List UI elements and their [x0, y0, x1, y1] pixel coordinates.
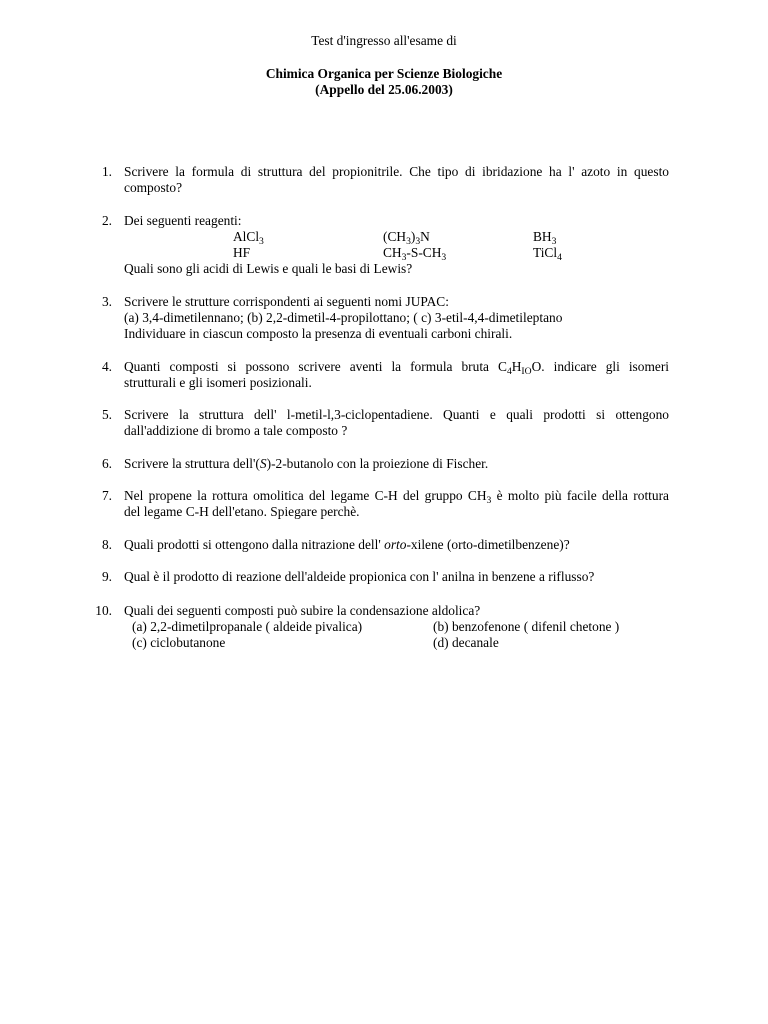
question-number: 3.: [101, 294, 112, 309]
question-text: del legame C-H dell'etano. Spiegare perchè.: [124, 504, 360, 519]
question-number: 1.: [101, 164, 112, 179]
option-d: (d) decanale: [433, 635, 499, 650]
question-number: 8.: [101, 537, 112, 552]
question-text: composto?: [124, 180, 183, 195]
reagent-bh3: $BH_3$: [533, 229, 557, 247]
question-text: Scrivere la formula di struttura del propionitrile. Che tipo di ibridazione ha l' azoto in questo: [124, 164, 669, 179]
question-number: 5.: [101, 407, 112, 422]
question-text: (a) 3,4-dimetilennano; (b) 2,2-dimetil-4-propilottano; ( c) 3-etil-4,4-dimetileptano: [124, 310, 563, 325]
option-c: (c) ciclobutanone: [132, 635, 226, 650]
question-number: 6.: [101, 456, 112, 471]
question-text: dall'addizione di bromo a tale composto ?: [124, 423, 348, 438]
question-text: Quanti composti si possono scrivere aventi la formula bruta $C_4H_{IO}O$. indicare gli isomeri: [124, 359, 670, 377]
reagent-ticl4: TiCl$_4$: [533, 245, 562, 263]
question-text: Nel propene la rottura omolitica del legame C-H del gruppo $CH_3$ è molto più facile della rottura: [124, 488, 669, 506]
appello-date: (Appello del 25.06.2003): [315, 82, 453, 97]
reagent-dimethylsulfide: $CH_3-S-CH_3$: [383, 245, 447, 263]
question-text: Scrivere la struttura dell'(S)-2-butanolo con la proiezione di Fischer.: [124, 456, 489, 471]
question-number: 2.: [101, 213, 112, 228]
question-text: Scrivere la struttura dell' l-metil-l,3-ciclopentadiene. Quanti e quali prodotti si ottengono: [124, 407, 669, 422]
reagent-hf: HF: [233, 245, 251, 260]
question-number: 10.: [95, 603, 112, 618]
question-number: 4.: [101, 359, 112, 374]
question-text: Individuare in ciascun composto la presenza di eventuali carboni chirali.: [124, 326, 513, 341]
option-a: (a) 2,2-dimetilpropanale ( aldeide pivalica): [132, 619, 363, 634]
course-title: Chimica Organica per Scienze Biologiche: [265, 66, 503, 81]
question-number: 7.: [101, 488, 112, 503]
question-number: 9.: [101, 569, 112, 584]
question-text: Quali sono gli acidi di Lewis e quali le basi di Lewis?: [124, 261, 413, 276]
question-text: Dei seguenti reagenti:: [124, 213, 242, 228]
question-text: strutturali e gli isomeri posizionali.: [124, 375, 312, 390]
reagent-trimethylamine: $(CH_3)_3N$: [383, 229, 430, 247]
header-line: Test d'ingresso all'esame di: [311, 33, 457, 48]
question-text: Quali dei seguenti composti può subire la condensazione aldolica?: [124, 603, 481, 618]
question-text: Scrivere le strutture corrispondenti ai seguenti nomi JUPAC:: [124, 294, 449, 309]
reagent-alcl3: AlCl$_3$: [233, 229, 264, 247]
question-text: Quali prodotti si ottengono dalla nitrazione dell' orto-xilene (orto-dimetilbenzene)?: [124, 537, 570, 552]
option-b: (b) benzofenone ( difenil chetone ): [433, 619, 620, 634]
question-text: Qual è il prodotto di reazione dell'aldeide propionica con l' anilna in benzene a riflusso?: [124, 569, 595, 584]
